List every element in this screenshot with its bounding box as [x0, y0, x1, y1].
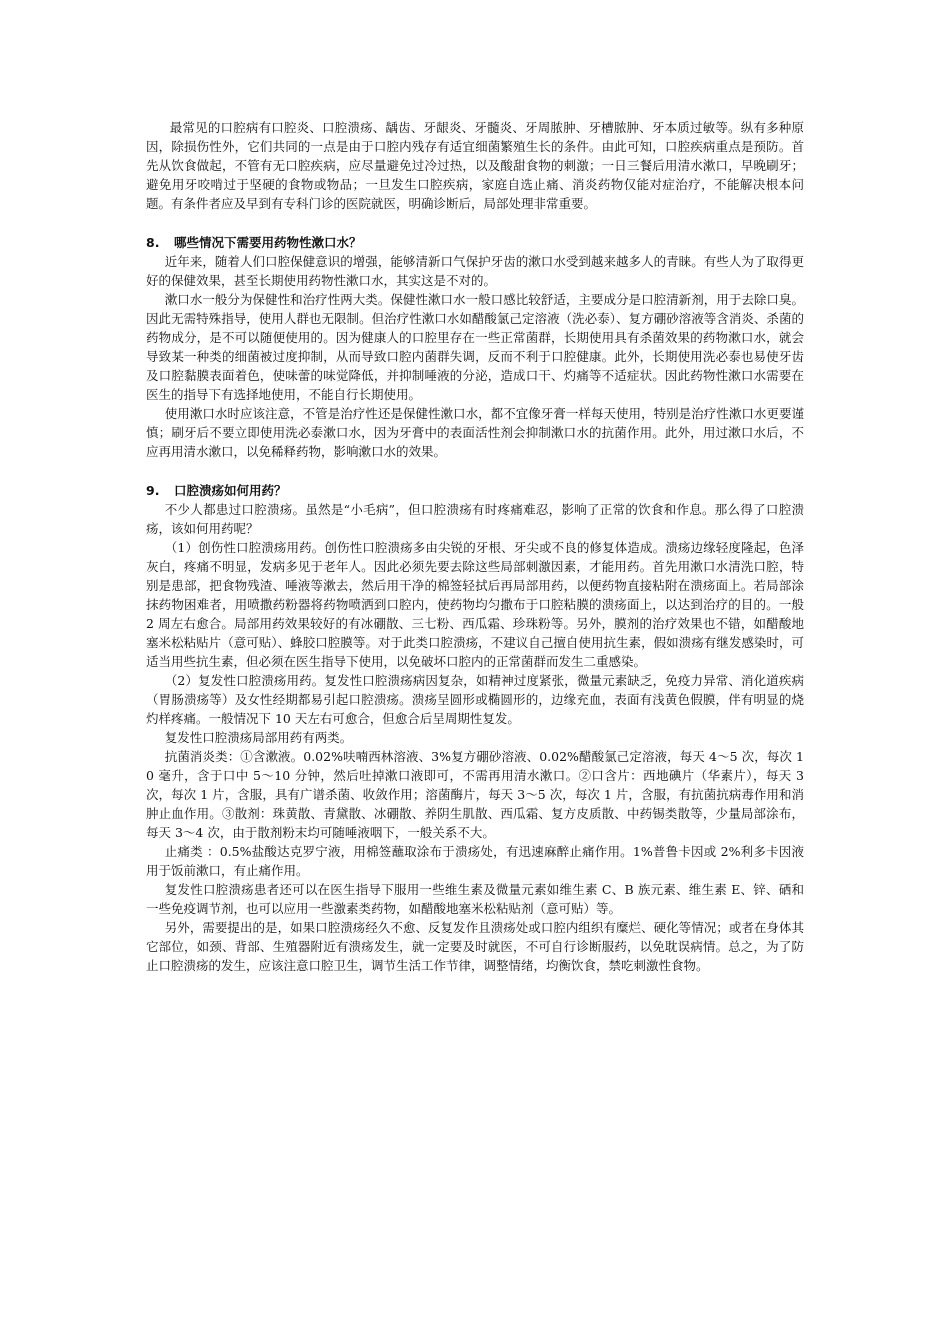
spacer [146, 461, 804, 467]
section-9-paragraph-3: （2）复发性口腔溃疡用药。复发性口腔溃疡病因复杂，如精神过度紧张，微量元素缺乏，免疫力异常、消化道疾病（胃肠溃疡等）及女性经期都易引起口腔溃疡。溃疡呈圆形或椭圆形的，边缘充血，表面有浅黄色假膜，伴有明显的烧灼样疼痛。一般情况下 10 天左右可愈合，但愈合后呈周期性复发。 [146, 673, 804, 726]
section-9-paragraph-4: 复发性口腔溃疡局部用药有两类。 [164, 730, 353, 745]
section-9-paragraph-7: 复发性口腔溃疡患者还可以在医生指导下服用一些维生素及微量元素如维生素 C、B 族元素、维生素 E、锌、硒和一些免疫调节剂，也可以应用一些激素类药物，如醋酸地塞米松粘贴剂（意可贴）等。 [146, 882, 804, 916]
section-9-title: 口腔溃疡如何用药？ [174, 483, 287, 498]
section-9-paragraph-5: 抗菌消炎类：①含漱液。0.02%呋喃西林溶液、3%复方硼砂溶液、0.02%醋酸氯己定溶液，每天 4～5 次，每次 10 毫升，含于口中 5～10 分钟，然后吐掉漱口液即可，不需再用清水漱口。②口含片：西地碘片（华素片），每天 3 次，每次 1 片，含服，具有广谱杀菌、收敛作用；溶菌酶片，每天 3～5 次，每次 1 片，含服，有抗菌抗病毒作用和消肿止血作用。③散剂：珠黄散、青黛散、冰硼散、养阴生肌散、西瓜霜、复方皮质散、中药锡类散等，少量局部涂布，每天 3～4 次，由于散剂粉末均可随唾液咽下，一般关系不大。 [146, 749, 804, 840]
section-9-heading [146, 481, 804, 500]
section-8-paragraph-3: 使用漱口水时应该注意，不管是治疗性还是保健性漱口水，都不宜像牙膏一样每天使用，特别是治疗性漱口水更要谨慎；刷牙后不要立即使用洗必泰漱口水，因为牙膏中的表面活性剂会抑制漱口水的抗菌作用。此外，用过漱口水后，不应再用清水漱口，以免稀释药物，影响漱口水的效果。 [146, 406, 804, 459]
section-9-paragraph-2: （1）创伤性口腔溃疡用药。创伤性口腔溃疡多由尖锐的牙根、牙尖或不良的修复体造成。溃疡边缘轻度隆起，色泽灰白，疼痛不明显，发病多见于老年人。因此必须先要去除这些局部刺激因素，才能用药。首先用漱口水清洗口腔，特别是患部，把食物残渣、唾液等漱去，然后用干净的棉签轻拭后再局部用药，以便药物直接粘附在溃疡面上。若局部涂抹药物困难者，用喷撒药粉器将药物喷洒到口腔内，使药物均匀撒布于口腔粘膜的溃疡面上，以达到治疗的目的。一般 2 周左右愈合。局部用药效果较好的有冰硼散、三七粉、西瓜霜、珍珠粉等。另外，膜剂的治疗效果也不错，如醋酸地塞米松粘贴片（意可贴）、蜂胶口腔膜等。对于此类口腔溃疡，不建议自己擅自使用抗生素，假如溃疡有继发感染时，可适当用些抗生素，但必须在医生指导下使用，以免破坏口腔内的正常菌群而发生二重感染。 [146, 540, 804, 669]
section-9-paragraph-8: 另外，需要提出的是，如果口腔溃疡经久不愈、反复发作且溃疡处或口腔内组织有糜烂、硬化等情况；或者在身体其它部位，如颈、背部、生殖器附近有溃疡发生，就一定要及时就医，不可自行诊断服药，以免耽误病情。总之，为了防止口腔溃疡的发生，应该注意口腔卫生，调节生活工作节律，调整情绪，均衡饮食，禁吃刺激性食物。 [146, 920, 804, 973]
section-8-heading [146, 233, 804, 252]
section-9-paragraph-6: 止痛类 ：0.5%盐酸达克罗宁液，用棉签蘸取涂布于溃疡处，有迅速麻醉止痛作用。1%普鲁卡因或 2%利多卡因液用于饭前漱口，有止痛作用。 [146, 844, 804, 878]
section-9-number: 9. [146, 483, 160, 498]
section-8-title: 哪些情况下需要用药物性漱口水？ [174, 235, 362, 250]
spacer [146, 213, 804, 219]
section-9-paragraph-1: 不少人都患过口腔溃疡。虽然是“小毛病”，但口腔溃疡有时疼痛难忍，影响了正常的饮食和作息。那么得了口腔溃疡，该如何用药呢？ [146, 502, 804, 536]
section-8-paragraph-1: 近年来，随着人们口腔保健意识的增强，能够清新口气保护牙齿的漱口水受到越来越多人的青睐。有些人为了取得更好的保健效果，甚至长期使用药物性漱口水，其实这是不对的。 [146, 254, 804, 288]
section-8-paragraph-2: 漱口水一般分为保健性和治疗性两大类。保健性漱口水一般口感比较舒适，主要成分是口腔清新剂，用于去除口臭。因此无需特殊指导，使用人群也无限制。但治疗性漱口水如醋酸氯己定溶液（洗必泰）、复方硼砂溶液等含消炎、杀菌的药物成分，是不可以随便使用的。因为健康人的口腔里存在一些正常菌群，长期使用具有杀菌效果的药物漱口水，就会导致某一种类的细菌被过度抑制，从而导致口腔内菌群失调，反而不利于口腔健康。此外，长期使用洗必泰也易使牙齿及口腔黏膜表面着色，使味蕾的味觉降低，并抑制唾液的分泌，造成口干、灼痛等不适症状。因此药物性漱口水需要在医生的指导下有选择地使用，不能自行长期使用。 [146, 292, 804, 402]
intro-paragraph: 最常见的口腔病有口腔炎、口腔溃疡、龋齿、牙龈炎、牙髓炎、牙周脓肿、牙槽脓肿、牙本质过敏等。纵有多种原因，除损伤性外，它们共同的一点是由于口腔内残存有适宜细菌繁殖生长的条件。由此可知，口腔疾病重点是预防。首先从饮食做起，不管有无口腔疾病，应尽量避免过冷过热，以及酸甜食物的刺激；一日三餐后用清水漱口，早晚刷牙；避免用牙咬啃过于坚硬的食物或物品；一旦发生口腔疾病，家庭自选止痛、消炎药物仅能对症治疗，不能解决根本问题。有条件者应及早到有专科门诊的医院就医，明确诊断后，局部处理非常重要。 [146, 120, 804, 211]
section-8-number: 8. [146, 235, 160, 250]
